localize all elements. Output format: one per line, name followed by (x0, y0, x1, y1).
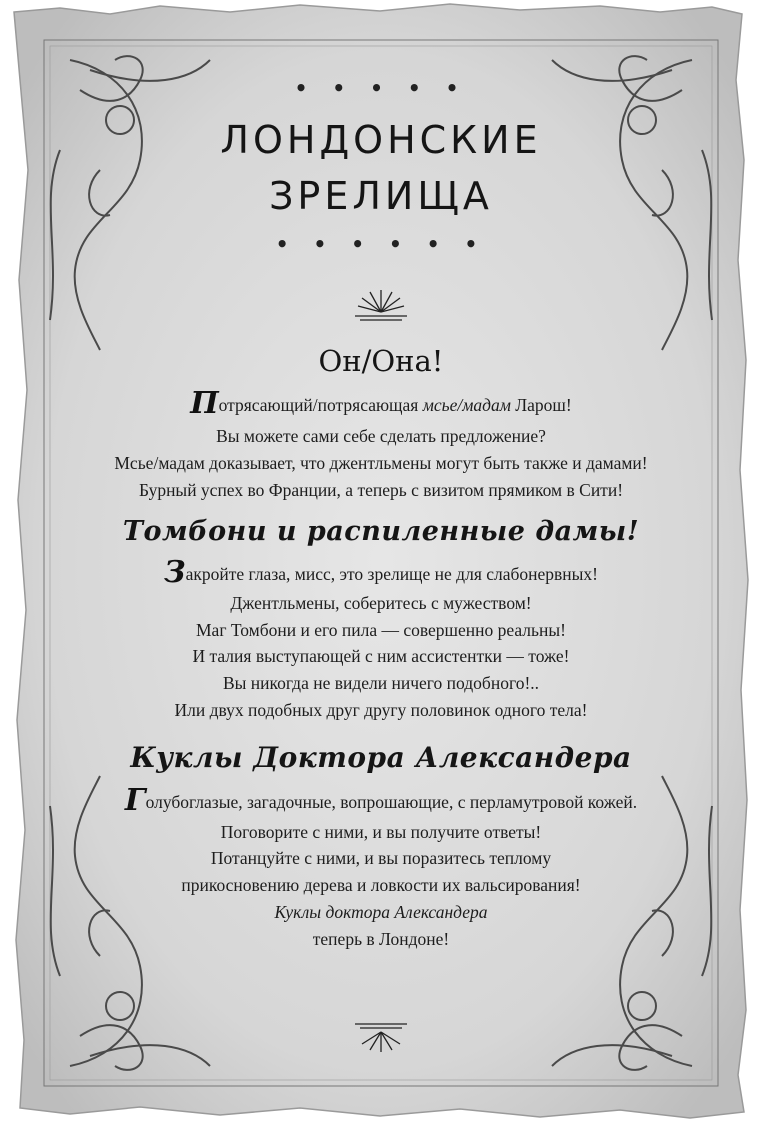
poster-title-line-2: ЗРЕЛИЩА (269, 174, 493, 218)
line-text: акройте глаза, мисс, это зрелище не для слабонервных! (185, 564, 599, 584)
poster-title-line-1: ЛОНДОНСКИЕ (220, 118, 542, 162)
section-heading-he-she: Он/Она! (318, 344, 444, 378)
section-3-line-6: теперь в Лондоне! (312, 929, 450, 949)
section-3-line-2: Поговорите с ними, и вы получите ответы! (220, 822, 542, 842)
drop-cap: З (163, 555, 186, 590)
section-1-line-2: Вы можете сами себе сделать предложение? (216, 426, 546, 446)
title-dots-top: • • • • • (294, 76, 468, 100)
section-2-line-3: Маг Томбони и его пила — совершенно реальны! (196, 620, 566, 640)
section-3-line-3: Потанцуйте с ними, и вы поразитесь теплому (210, 848, 552, 868)
section-1-line-1 (40, 386, 722, 421)
line-text: отрясающий/потрясающая (218, 395, 423, 415)
section-1-line-4: Бурный успех во Франции, а теперь с визитом прямиком в Сити! (138, 480, 624, 500)
section-2-line-5: Вы никогда не видели ничего подобного!.. (222, 673, 540, 693)
line-text: Ларош! (510, 395, 572, 415)
title-dots-bottom: • • • • • • (275, 232, 487, 256)
section-heading-tomboni: Томбони и распиленные дамы! (122, 516, 640, 547)
section-2-line-2: Джентльмены, соберитесь с мужеством! (230, 593, 532, 613)
italic-text: мсье/мадам (422, 395, 511, 415)
line-text: олубоглазые, загадочные, вопрошающие, с перламутровой кожей. (145, 792, 638, 812)
section-2-line-4: И талия выступающей с ним ассистентки — тоже! (192, 646, 570, 666)
section-3-line-5: Куклы доктора Александера (274, 902, 488, 922)
section-3-line-1 (40, 783, 722, 818)
section-1-line-3: Мсье/мадам доказывает, что джентльмены могут быть также и дамами! (114, 453, 648, 473)
section-2-line-6: Или двух подобных друг другу половинок одного тела! (174, 700, 588, 720)
section-2-line-1 (40, 555, 722, 590)
drop-cap: Г (124, 783, 146, 818)
drop-cap: П (190, 386, 219, 421)
section-3-line-4: прикосновению дерева и ловкости их вальсирования! (181, 875, 581, 895)
section-heading-dolls: Куклы Доктора Александера (130, 741, 632, 774)
